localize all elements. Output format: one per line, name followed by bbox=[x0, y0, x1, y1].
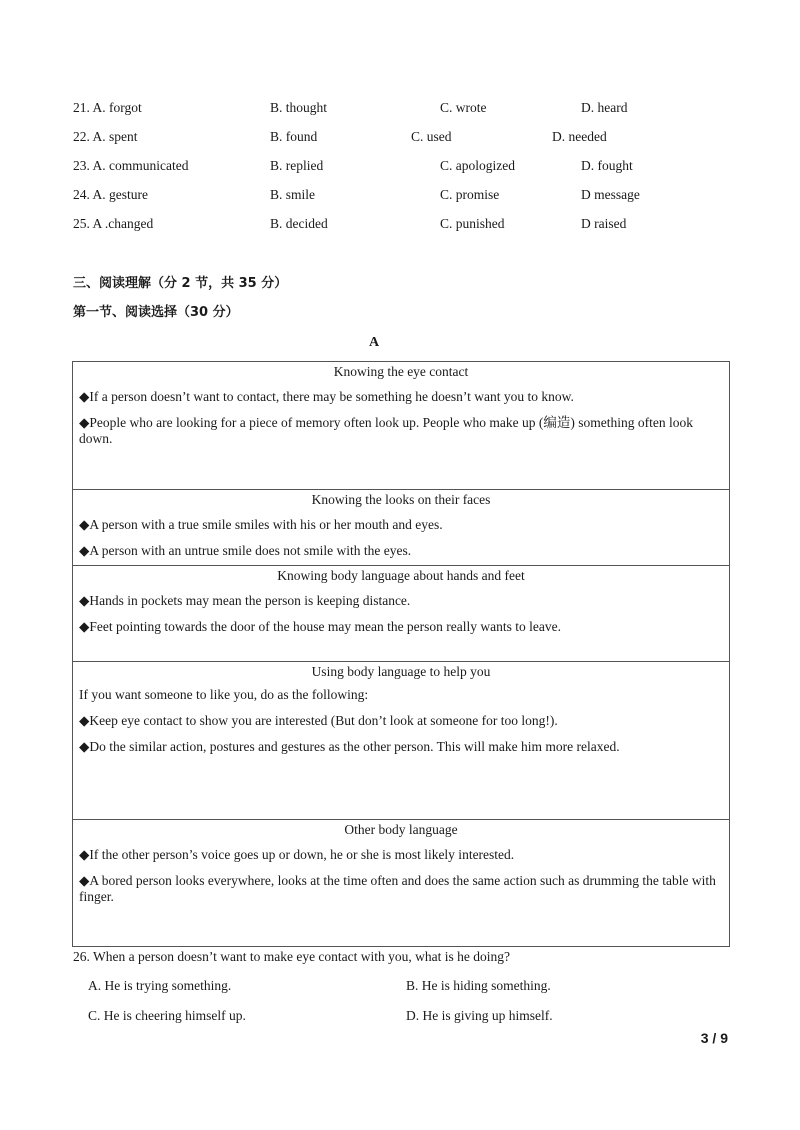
option-c: C. apologized bbox=[440, 158, 515, 173]
question-23-options bbox=[0, 156, 800, 176]
section-line: ◆Do the similar action, postures and gestures as the other person. This will make him more relaxed. bbox=[79, 739, 620, 754]
option-c: C. wrote bbox=[440, 100, 487, 115]
option-b: B. replied bbox=[270, 158, 324, 173]
option-d: D. fought bbox=[581, 158, 633, 173]
section-heading: 三、阅读理解（分 2 节，共 35 分） bbox=[73, 276, 288, 291]
option-d: D raised bbox=[581, 216, 627, 231]
option-b: B. smile bbox=[270, 187, 316, 202]
section-line: ◆If the other person’s voice goes up or down, he or she is most likely interested. bbox=[79, 847, 515, 862]
table-section-hands-feet bbox=[73, 566, 729, 662]
section-line: ◆A bored person looks everywhere, looks at the time often and does the same action such as drumming the table with finger. bbox=[79, 873, 716, 904]
option-d: D. heard bbox=[581, 100, 628, 115]
option-a: 23. A. communicated bbox=[73, 158, 189, 173]
option-a: 21. A. forgot bbox=[73, 100, 142, 115]
option-a: 24. A. gesture bbox=[73, 187, 148, 202]
option-d: D. needed bbox=[552, 129, 607, 144]
option-b: B. decided bbox=[270, 216, 328, 231]
section-line: ◆Keep eye contact to show you are interested (But don’t look at someone for too long!). bbox=[79, 713, 558, 728]
section-line: ◆Hands in pockets may mean the person is keeping distance. bbox=[79, 593, 411, 608]
question-26-text: 26. When a person doesn’t want to make eye contact with you, what is he doing? bbox=[73, 949, 511, 964]
question-21-options bbox=[0, 98, 800, 118]
answer-c: C. He is cheering himself up. bbox=[88, 1008, 246, 1023]
option-c: C. used bbox=[411, 129, 452, 144]
passage-table bbox=[72, 361, 730, 947]
option-b: B. thought bbox=[270, 100, 328, 115]
answer-b: B. He is hiding something. bbox=[406, 978, 551, 993]
section-line: ◆A person with an untrue smile does not smile with the eyes. bbox=[79, 543, 412, 558]
table-section-using-body-language bbox=[73, 662, 729, 820]
section-title: Knowing the eye contact bbox=[333, 364, 469, 379]
option-a: 25. A .changed bbox=[73, 216, 154, 231]
section-line: ◆Feet pointing towards the door of the house may mean the person really wants to leave. bbox=[79, 619, 562, 634]
section-title: Using body language to help you bbox=[311, 664, 491, 679]
section-line: ◆A person with a true smile smiles with his or her mouth and eyes. bbox=[79, 517, 443, 532]
option-a: 22. A. spent bbox=[73, 129, 138, 144]
section-title: Knowing body language about hands and feet bbox=[277, 568, 525, 583]
passage-letter: A bbox=[368, 335, 380, 350]
question-25-options bbox=[0, 214, 800, 234]
page-number: 3 / 9 bbox=[700, 1030, 728, 1046]
option-c: C. promise bbox=[440, 187, 500, 202]
section-title: Other body language bbox=[344, 822, 458, 837]
answer-a: A. He is trying something. bbox=[88, 978, 232, 993]
answer-d: D. He is giving up himself. bbox=[406, 1008, 553, 1023]
table-section-eye-contact bbox=[73, 362, 729, 490]
section-title: Knowing the looks on their faces bbox=[311, 492, 491, 507]
section-line: ◆If a person doesn’t want to contact, there may be something he doesn’t want you to know. bbox=[79, 389, 574, 404]
option-b: B. found bbox=[270, 129, 318, 144]
table-section-other bbox=[73, 820, 729, 946]
section-line: If you want someone to like you, do as the following: bbox=[79, 687, 369, 702]
table-section-faces bbox=[73, 490, 729, 566]
option-d: D message bbox=[581, 187, 640, 202]
question-24-options bbox=[0, 185, 800, 205]
section-line: ◆People who are looking for a piece of memory often look up. People who make up (编造) something often look down. bbox=[79, 415, 693, 446]
subsection-heading: 第一节、阅读选择（30 分） bbox=[73, 305, 239, 320]
option-c: C. punished bbox=[440, 216, 505, 231]
question-22-options bbox=[0, 127, 800, 147]
